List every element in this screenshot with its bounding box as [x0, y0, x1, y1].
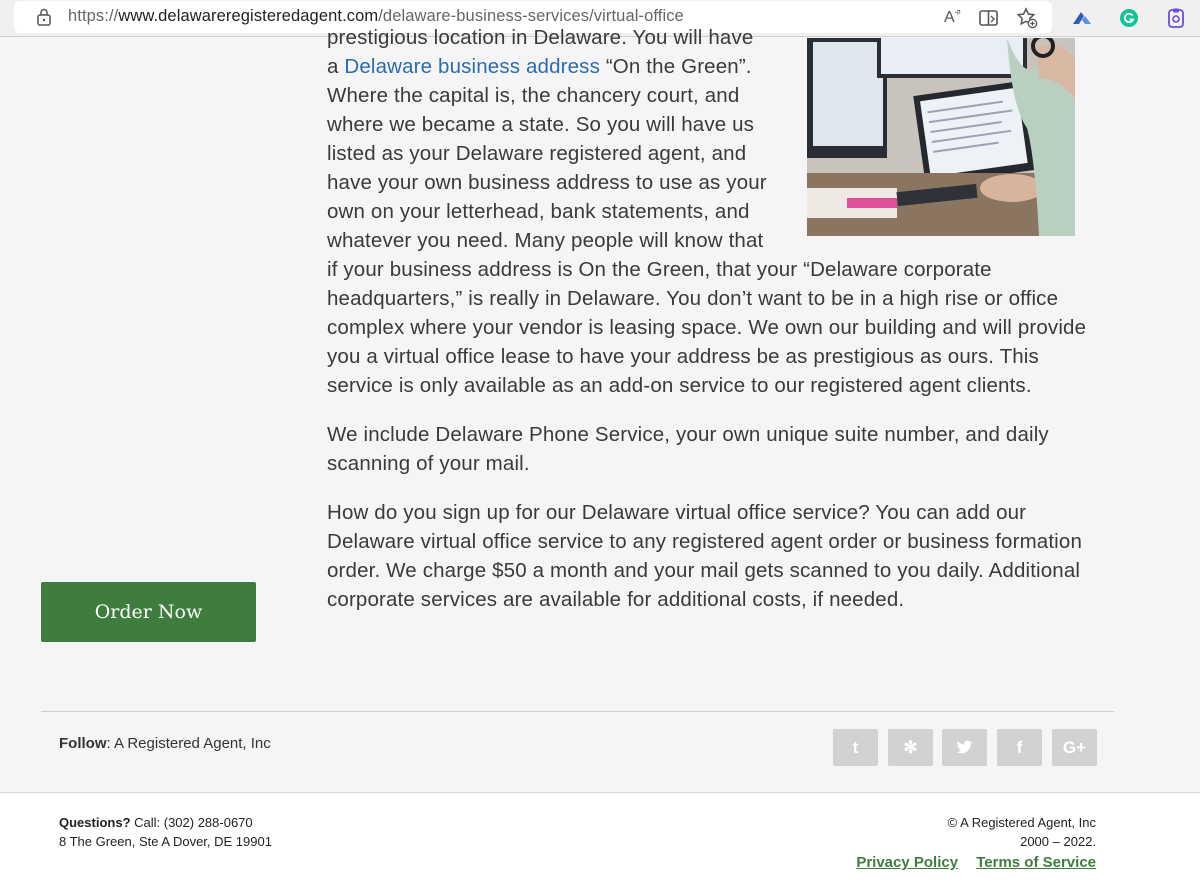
grammarly-icon[interactable]: [1118, 7, 1140, 29]
signup-paragraph: How do you sign up for our Delaware virtual office service? You can add our Delaware virtual office service to any registered agent order or business formation order. We charge $50 a month and your mail gets scanned to you daily. Additional corporate services are available for additional costs, if needed.: [327, 501, 1082, 611]
site-footer: [0, 792, 1200, 890]
office-worker-photo: [807, 38, 1075, 236]
street-address: 8 The Green, Ste A Dover, DE 19901: [59, 834, 272, 849]
intro-paragraph: prestigious location in Delaware. You will have a Delaware business address “On the Green”. Where the capital is, the chancery court, and where we became a state. So you will have us listed as your Delaware registered agent, and have your own business address to use as your own on your letterhead, bank statements, and whatever you need. Many people will know that if your business address is On the Green, that your “Delaware corporate headquarters,” is really in Delaware. You don’t want to be in a high rise or office complex where your vendor is leasing space. We own our building and will provide you a virtual office lease to have your address be as prestigious as ours. This service is only available as an add-on service to our registered agent clients.: [327, 26, 1087, 397]
order-now-button[interactable]: Order Now: [41, 582, 256, 642]
phone-number: Call: (302) 288-0670: [130, 815, 253, 830]
follow-line: [59, 735, 271, 752]
privacy-policy-link[interactable]: Privacy Policy: [856, 854, 959, 871]
copyright: © A Registered Agent, Inc 2000 – 2022.: [947, 815, 1096, 849]
contact-info: [59, 813, 272, 851]
google-plus-icon[interactable]: G+: [1052, 729, 1097, 766]
read-aloud-icon[interactable]: A »: [944, 5, 965, 26]
facebook-icon[interactable]: f: [997, 729, 1042, 766]
url-prefix: https://: [68, 7, 119, 25]
lock-icon[interactable]: [36, 8, 52, 26]
clipboard-extension-icon[interactable]: [1165, 7, 1187, 29]
url-host: www.delawareregisteredagent.com: [118, 7, 379, 25]
tumblr-icon[interactable]: t: [833, 729, 878, 766]
url-path: /delaware-business-services/virtual-office: [378, 7, 684, 25]
twitter-icon[interactable]: [942, 729, 987, 766]
follow-company: : A Registered Agent, Inc: [106, 735, 271, 752]
yelp-icon[interactable]: ✻: [888, 729, 933, 766]
legal-links: [842, 854, 1096, 871]
delaware-business-address-link[interactable]: Delaware business address: [344, 55, 600, 78]
follow-label: Follow: [59, 735, 107, 752]
terms-of-service-link[interactable]: Terms of Service: [976, 854, 1096, 871]
phone-service-paragraph: We include Delaware Phone Service, your own unique suite number, and daily scanning of your mail.: [327, 423, 1049, 475]
article-body: [327, 23, 1097, 634]
questions-label: Questions?: [59, 815, 131, 830]
footer-divider: [41, 711, 1114, 712]
